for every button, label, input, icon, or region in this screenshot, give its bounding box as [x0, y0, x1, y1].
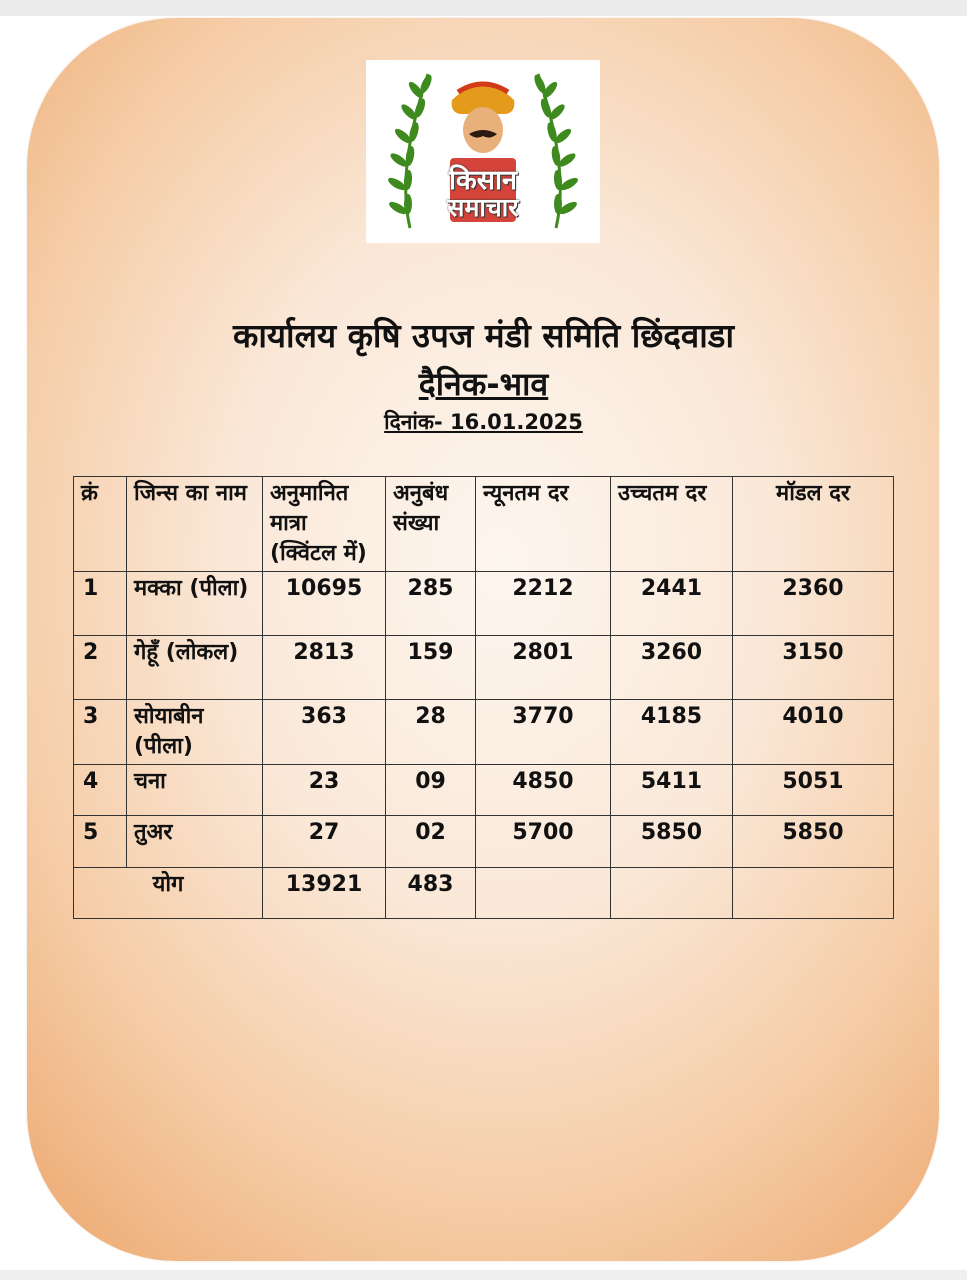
cell-quantity: 27 [263, 816, 386, 868]
cell-model-rate: 3150 [733, 636, 894, 700]
cell-max-rate: 4185 [611, 700, 733, 765]
cell-model-rate: 5850 [733, 816, 894, 868]
total-quantity: 13921 [263, 868, 386, 919]
cell-contracts: 28 [386, 700, 476, 765]
rates-table [73, 476, 894, 919]
header-contracts: अनुबंध संख्या [386, 477, 476, 572]
kisan-samachar-logo [366, 60, 600, 243]
cell-commodity: मक्का (पीला) [127, 572, 263, 636]
bottom-strip [0, 1270, 967, 1280]
cell-serial: 3 [74, 700, 127, 765]
cell-min-rate: 3770 [476, 700, 611, 765]
cell-contracts: 09 [386, 765, 476, 816]
cell-quantity: 23 [263, 765, 386, 816]
cell-contracts: 285 [386, 572, 476, 636]
cell-model-rate: 2360 [733, 572, 894, 636]
date-value: 16.01.2025 [449, 410, 583, 434]
table-header-row [74, 477, 894, 572]
cell-serial: 2 [74, 636, 127, 700]
header-max-rate: उच्चतम दर [611, 477, 733, 572]
header-min-rate: न्यूनतम दर [476, 477, 611, 572]
table-row [74, 572, 894, 636]
cell-max-rate: 5850 [611, 816, 733, 868]
total-empty-min [476, 868, 611, 919]
cell-min-rate: 2801 [476, 636, 611, 700]
table-row [74, 636, 894, 700]
table-row [74, 816, 894, 868]
header-serial: क्रं [74, 477, 127, 572]
cell-max-rate: 5411 [611, 765, 733, 816]
total-empty-max [611, 868, 733, 919]
table-row [74, 765, 894, 816]
office-title: कार्यालय कृषि उपज मंडी समिति छिंदवाडा [233, 316, 734, 355]
header-commodity: जिन्स का नाम [127, 477, 263, 572]
cell-min-rate: 2212 [476, 572, 611, 636]
total-row [74, 868, 894, 919]
cell-contracts: 159 [386, 636, 476, 700]
total-contracts: 483 [386, 868, 476, 919]
cell-commodity: चना [127, 765, 263, 816]
cell-quantity: 2813 [263, 636, 386, 700]
cell-commodity: तुअर [127, 816, 263, 868]
cell-contracts: 02 [386, 816, 476, 868]
cell-quantity: 10695 [263, 572, 386, 636]
cell-serial: 1 [74, 572, 127, 636]
cell-model-rate: 5051 [733, 765, 894, 816]
cell-serial: 4 [74, 765, 127, 816]
cell-quantity: 363 [263, 700, 386, 765]
header-quantity: अनुमानित मात्रा (क्विंटल में) [263, 477, 386, 572]
total-label: योग [74, 868, 263, 919]
header-model-rate: मॉडल दर [733, 477, 894, 572]
date-label: दिनांक- [384, 410, 443, 434]
cell-min-rate: 5700 [476, 816, 611, 868]
top-strip [0, 0, 967, 16]
cell-max-rate: 2441 [611, 572, 733, 636]
cell-model-rate: 4010 [733, 700, 894, 765]
date-line [0, 408, 967, 436]
daily-rate-heading: दैनिक-भाव [418, 365, 549, 403]
logo-text-samachar: समाचार [447, 193, 519, 222]
cell-serial: 5 [74, 816, 127, 868]
table-row [74, 700, 894, 765]
cell-commodity: गेहूँ (लोकल) [127, 636, 263, 700]
total-empty-model [733, 868, 894, 919]
cell-max-rate: 3260 [611, 636, 733, 700]
cell-min-rate: 4850 [476, 765, 611, 816]
cell-commodity: सोयाबीन (पीला) [127, 700, 263, 765]
logo-text-kisan: किसान [449, 165, 517, 196]
